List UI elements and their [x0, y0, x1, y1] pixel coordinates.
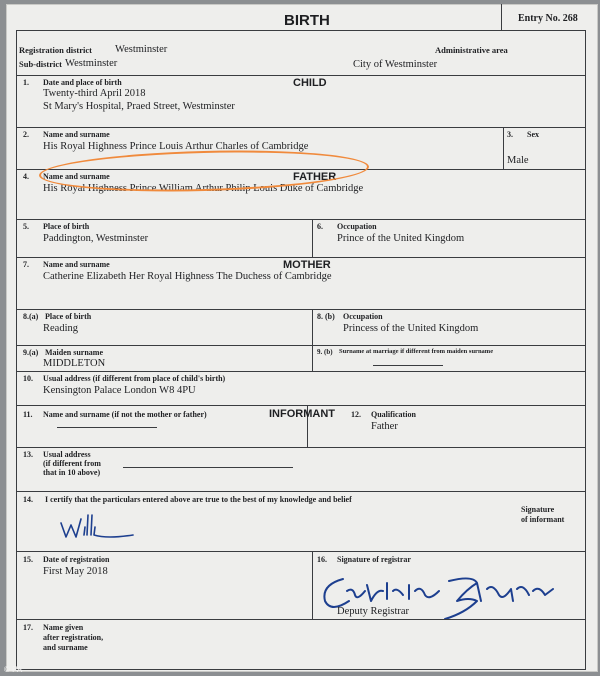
father-place-of-birth-value: Paddington, Westminster [43, 233, 149, 244]
divider [17, 219, 585, 220]
child-section-header: CHILD [293, 77, 327, 89]
qualification-label: Qualification [371, 410, 416, 419]
certification-statement: I certify that the particulars entered above are true to the best of my knowledge and belief [45, 495, 352, 504]
field-number: 2. [23, 130, 29, 139]
place-of-birth-value: St Mary's Hospital, Praed Street, Westminster [43, 101, 235, 112]
divider [312, 219, 313, 257]
field-number: 14. [23, 495, 33, 504]
informant-address-label: (if different from [43, 459, 101, 468]
child-name-label: Name and surname [43, 130, 110, 139]
date-of-registration-value: First May 2018 [43, 566, 108, 577]
sub-district-label: Sub-district [19, 59, 62, 69]
signature-of-informant-label: Signature [521, 505, 555, 514]
field-number: 12. [351, 410, 361, 419]
father-occupation-label: Occupation [337, 222, 377, 231]
deputy-registrar-label: Deputy Registrar [337, 606, 410, 617]
father-name-value: His Royal Highness Prince William Arthur Philip Louis Duke of Cambridge [43, 183, 364, 194]
divider [17, 619, 585, 620]
name-given-label: and surname [43, 643, 88, 652]
field-number: 16. [317, 555, 327, 564]
field-number: 3. [507, 130, 513, 139]
name-given-label: after registration, [43, 633, 104, 642]
divider [17, 405, 585, 406]
field-number: 13. [23, 450, 33, 459]
sub-district-value: Westminster [65, 58, 118, 69]
qualification-value: Father [371, 421, 398, 432]
divider [17, 551, 585, 552]
divider [17, 345, 585, 346]
name-given-label: Name given [43, 623, 84, 632]
informant-signature [57, 509, 137, 543]
field-number: 17. [23, 623, 33, 632]
field-number: 9.(a) [23, 348, 39, 357]
maiden-surname-label: Maiden surname [45, 348, 103, 357]
registration-district-label: Registration district [19, 45, 92, 55]
mother-occupation-label: Occupation [343, 312, 383, 321]
divider [312, 551, 313, 619]
divider [17, 447, 585, 448]
blank-line [57, 427, 157, 428]
sex-value: Male [507, 155, 529, 166]
field-number: 15. [23, 555, 33, 564]
informant-address-label: Usual address [43, 450, 91, 459]
administrative-area-value: City of Westminster [353, 59, 438, 70]
maiden-surname-value: MIDDLETON [43, 358, 106, 369]
divider [501, 4, 502, 30]
field-number: 4. [23, 172, 29, 181]
divider [503, 127, 504, 169]
field-number: 9. (b) [317, 348, 333, 356]
field-number: 8. (b) [317, 312, 335, 321]
mother-place-of-birth-value: Reading [43, 323, 78, 334]
surname-at-marriage-label: Surname at marriage if different from maiden surname [339, 348, 494, 355]
blank-line [123, 467, 293, 468]
administrative-area-label: Administrative area [435, 45, 508, 55]
date-of-registration-label: Date of registration [43, 555, 110, 564]
registrar-signature-label: Signature of registrar [337, 555, 411, 564]
divider [17, 371, 585, 372]
field-number: 10. [23, 374, 33, 383]
informant-name-label: Name and surname (if not the mother or father) [43, 410, 207, 419]
divider [17, 491, 585, 492]
registration-district-value: Westminster [115, 44, 168, 55]
signature-of-informant-label: of informant [521, 515, 565, 524]
informant-section-header: INFORMANT [269, 408, 335, 420]
divider [17, 75, 585, 76]
certificate-form [16, 30, 586, 670]
divider [312, 309, 313, 371]
date-of-birth-value: Twenty-third April 2018 [43, 88, 146, 99]
father-occupation-value: Prince of the United Kingdom [337, 233, 465, 244]
usual-address-value: Kensington Palace London W8 4PU [43, 385, 196, 396]
field-number: 7. [23, 260, 29, 269]
photo-credit: © PA [4, 665, 23, 674]
mother-name-value: Catherine Elizabeth Her Royal Highness The Duchess of Cambridge [43, 271, 332, 282]
field-number: 1. [23, 78, 29, 87]
usual-address-label: Usual address (if different from place of child's birth) [43, 374, 226, 383]
divider [17, 127, 585, 128]
divider [17, 309, 585, 310]
mother-place-of-birth-label: Place of birth [45, 312, 92, 321]
field-number: 8.(a) [23, 312, 39, 321]
child-name-value: His Royal Highness Prince Louis Arthur Charles of Cambridge [43, 141, 309, 152]
field-number: 6. [317, 222, 323, 231]
father-place-of-birth-label: Place of birth [43, 222, 90, 231]
field-number: 5. [23, 222, 29, 231]
certificate-title: BIRTH [284, 12, 330, 29]
mother-name-label: Name and surname [43, 260, 110, 269]
divider [17, 257, 585, 258]
field-number: 11. [23, 410, 33, 419]
entry-number: Entry No. 268 [518, 13, 578, 24]
date-place-of-birth-label: Date and place of birth [43, 78, 122, 87]
father-section-header: FATHER [293, 171, 337, 183]
birth-certificate [6, 4, 598, 672]
sex-label: Sex [527, 130, 539, 139]
informant-address-label: that in 10 above) [43, 468, 101, 477]
father-name-label: Name and surname [43, 172, 110, 181]
blank-line [373, 365, 443, 366]
mother-section-header: MOTHER [283, 259, 331, 271]
mother-occupation-value: Princess of the United Kingdom [343, 323, 479, 334]
